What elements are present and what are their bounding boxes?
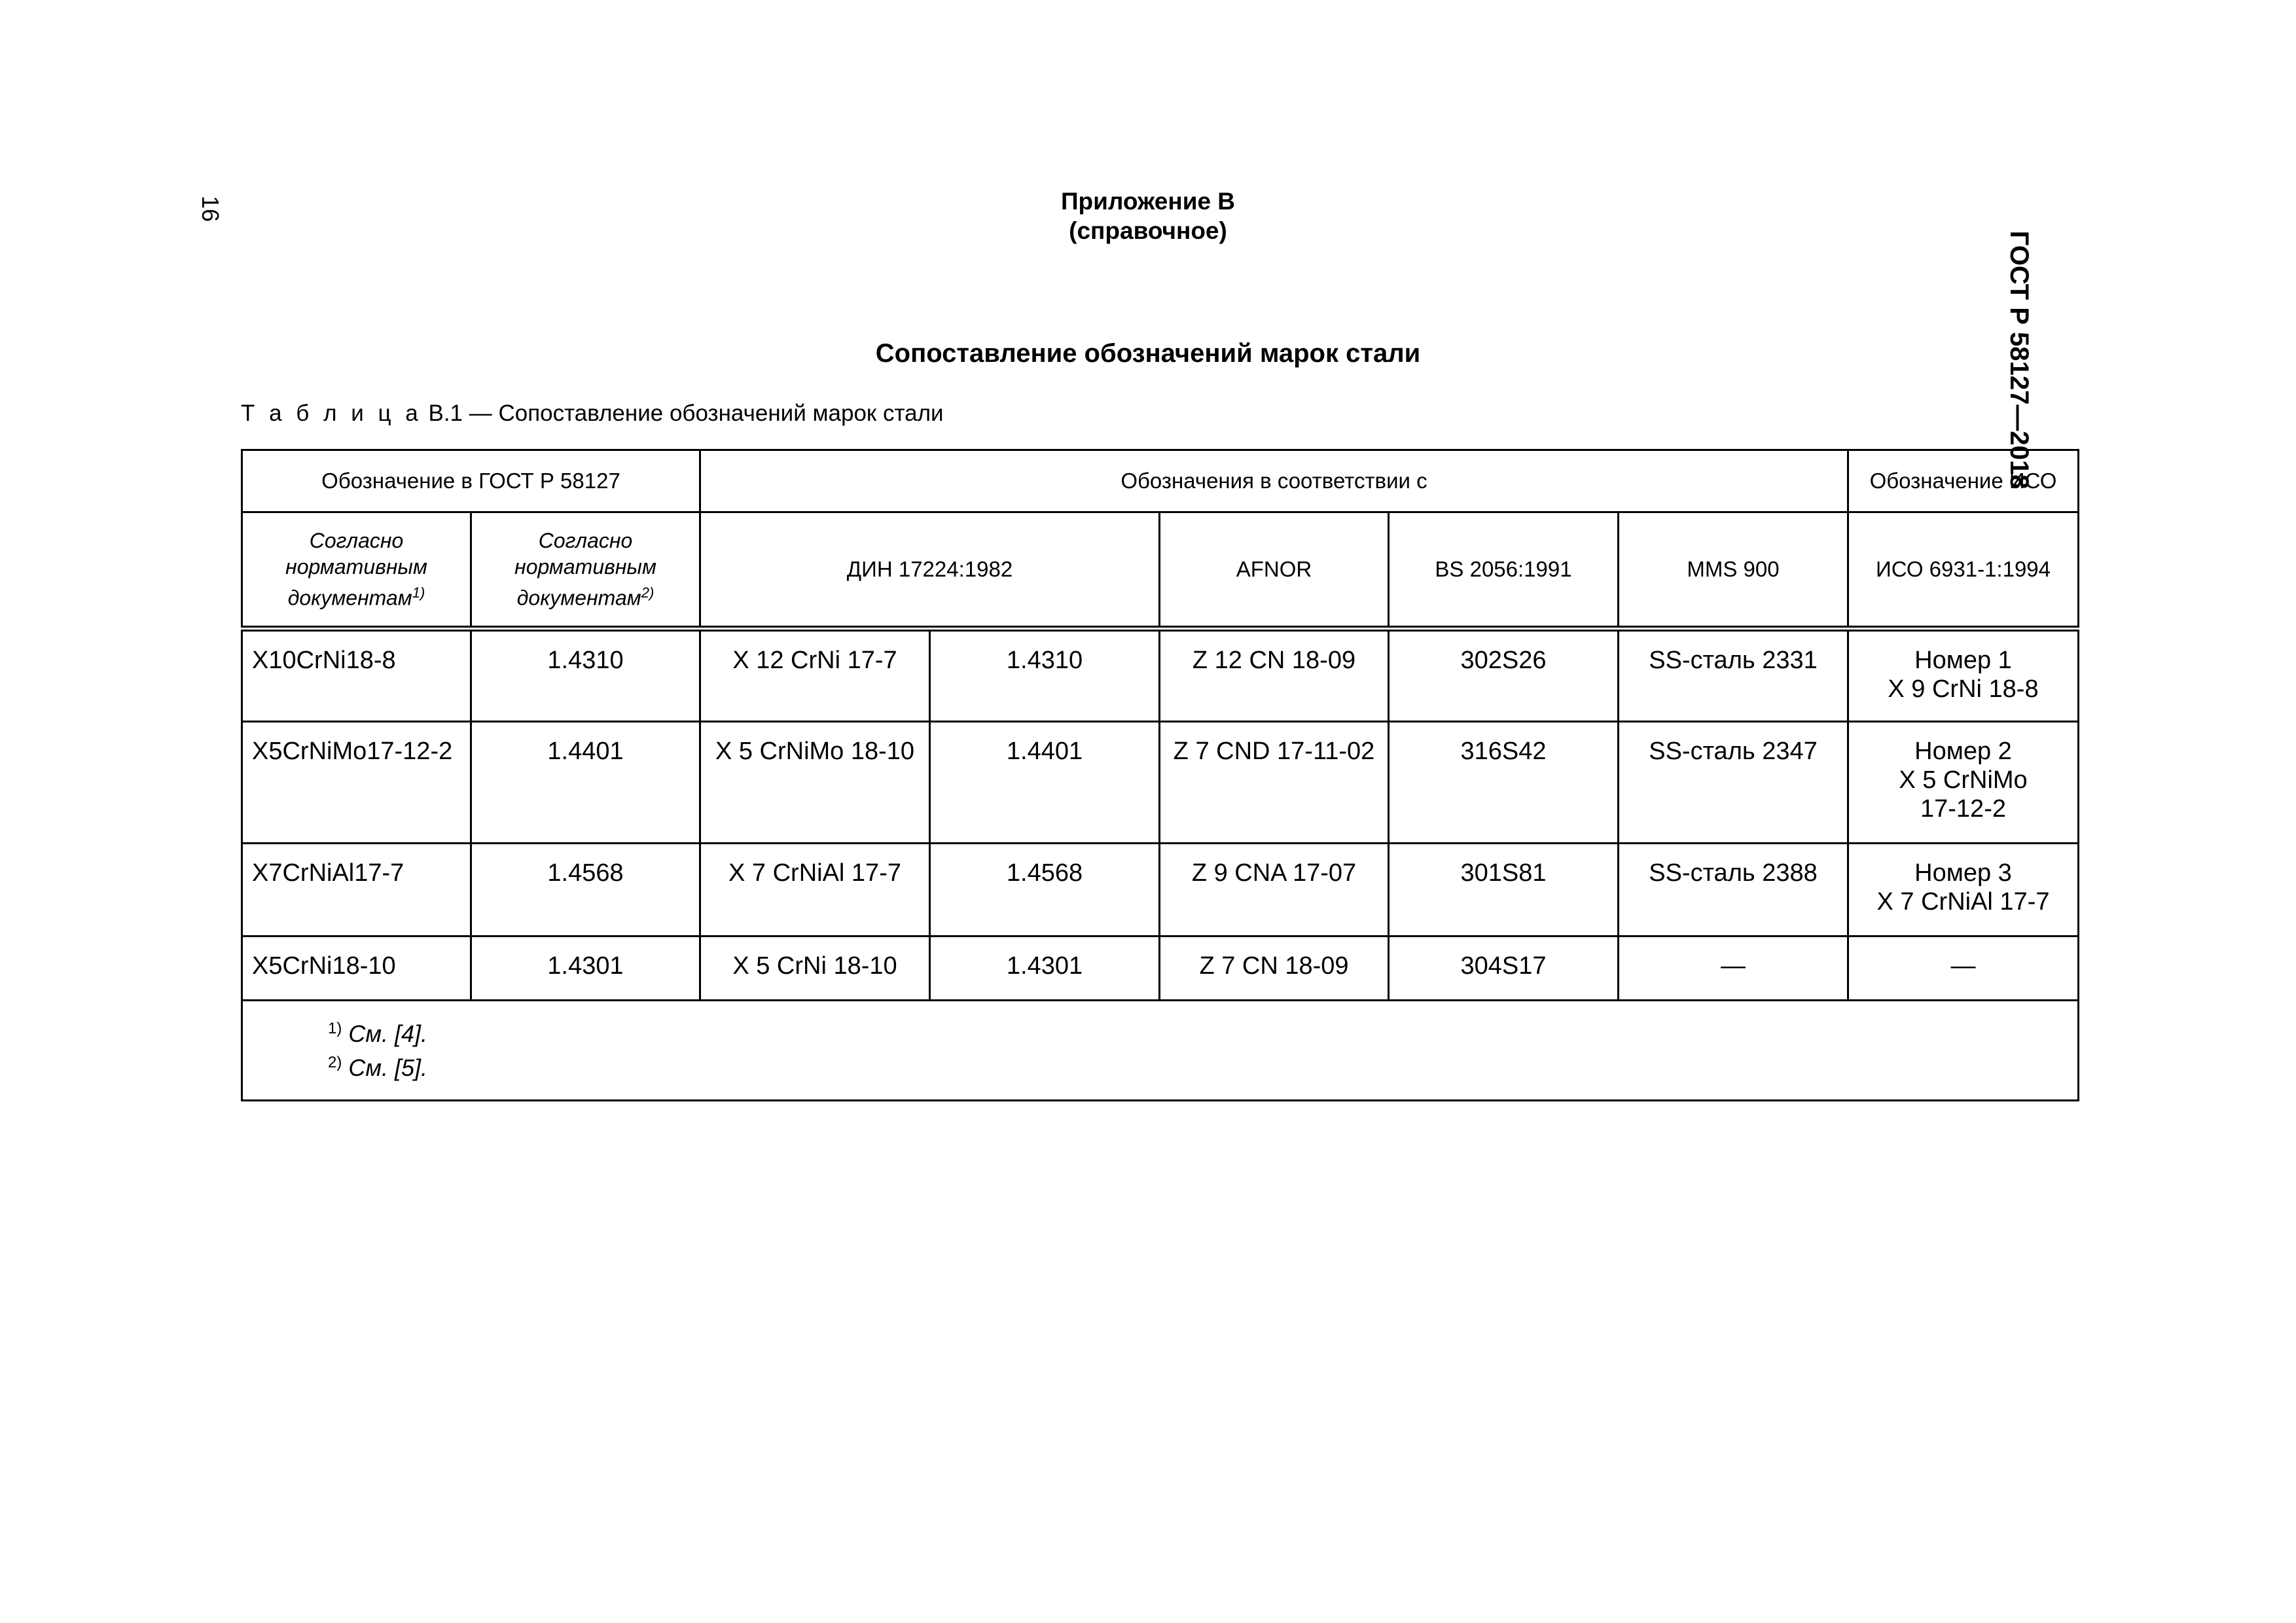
footnotes-cell (242, 1001, 2079, 1101)
footnote-ref-1: 1) (412, 584, 425, 601)
cell-iso-line: Номер 1 (1914, 647, 2012, 674)
cell-iso-line: X 7 CrNiAl 17-7 (1876, 888, 2050, 916)
table-row (242, 844, 2079, 936)
cell-din-grade: X 5 CrNiMo 18-10 (700, 722, 930, 844)
table-caption-label: Т а б л и ц а (241, 401, 422, 426)
cell-afnor: Z 7 CND 17-11-02 (1160, 722, 1389, 844)
cell-bs: 301S81 (1389, 844, 1619, 936)
cell-mms: SS-сталь 2388 (1619, 844, 1848, 936)
header-gost: Обозначение в ГОСТ Р 58127 (242, 450, 700, 512)
cell-iso-line: Номер 2 (1914, 738, 2012, 765)
appendix-subtitle: (справочное) (1069, 217, 1227, 244)
header-afnor: AFNOR (1160, 512, 1389, 629)
header-normdoc-2 (471, 512, 700, 629)
header-iso-standard: ИСО 6931-1:1994 (1848, 512, 2079, 629)
cell-mms: — (1619, 936, 1848, 1001)
cell-mms: SS-сталь 2347 (1619, 722, 1848, 844)
table-caption-text: В.1 — Сопоставление обозначений марок стали (428, 401, 944, 426)
cell-iso (1848, 936, 2079, 1001)
cell-din-number: 1.4301 (930, 936, 1160, 1001)
cell-afnor: Z 12 CN 18-09 (1160, 629, 1389, 722)
footnote-text: См. [5]. (342, 1054, 428, 1081)
table-caption (241, 397, 944, 430)
header-mms: MMS 900 (1619, 512, 1848, 629)
cell-bs: 316S42 (1389, 722, 1619, 844)
cell-gost-grade: X7CrNiAl17-7 (242, 844, 471, 936)
header-normdoc-1-line: Согласно (309, 529, 404, 553)
cell-gost-grade: X5CrNi18-10 (242, 936, 471, 1001)
appendix-title: Приложение В (1060, 188, 1236, 215)
header-iso-designation: Обозначение ИСО (1848, 450, 2079, 512)
cell-din-grade: X 7 CrNiAl 17-7 (700, 844, 930, 936)
header-normdoc-2-line (481, 580, 690, 611)
table-header-row-1 (242, 450, 2079, 512)
cell-iso-line: Номер 3 (1914, 859, 2012, 887)
cell-bs: 304S17 (1389, 936, 1619, 1001)
footnote (328, 1048, 2068, 1082)
footnote-mark: 1) (328, 1020, 342, 1037)
header-compliance: Обозначения в соответствии с (700, 450, 1848, 512)
header-normdoc-2-line: нормативным (514, 555, 656, 579)
cell-gost-number: 1.4301 (471, 936, 700, 1001)
cell-gost-number: 1.4568 (471, 844, 700, 936)
header-normdoc-1-word: документам (287, 586, 412, 610)
cell-iso-line: X 5 CrNiMo (1899, 766, 2028, 794)
footnote-text: См. [4]. (342, 1020, 428, 1047)
cell-gost-grade: X5CrNiMo17-12-2 (242, 722, 471, 844)
table-row (242, 629, 2079, 722)
cell-din-number: 1.4310 (930, 629, 1160, 722)
cell-gost-grade: X10CrNi18-8 (242, 629, 471, 722)
header-normdoc-2-word: документам (516, 586, 641, 610)
cell-din-grade: X 5 CrNi 18-10 (700, 936, 930, 1001)
header-normdoc-1-line (252, 580, 461, 611)
header-bs: BS 2056:1991 (1389, 512, 1619, 629)
table-header-row-2 (242, 512, 2079, 629)
cell-iso-line: — (1950, 952, 1976, 980)
cell-afnor: Z 9 CNA 17-07 (1160, 844, 1389, 936)
cell-din-number: 1.4401 (930, 722, 1160, 844)
table-footnotes (242, 1001, 2079, 1101)
cell-iso-line: 17-12-2 (1920, 795, 2006, 823)
footnote (328, 1014, 2068, 1048)
footnote-ref-2: 2) (641, 584, 655, 601)
table-row (242, 936, 2079, 1001)
table-row (242, 722, 2079, 844)
cell-iso (1848, 629, 2079, 722)
cell-gost-number: 1.4310 (471, 629, 700, 722)
cell-din-grade: X 12 CrNi 17-7 (700, 629, 930, 722)
header-normdoc-2-line: Согласно (538, 529, 633, 553)
header-normdoc-1 (242, 512, 471, 629)
cell-mms: SS-сталь 2331 (1619, 629, 1848, 722)
steel-grades-table (241, 449, 2079, 1101)
cell-iso (1848, 844, 2079, 936)
cell-iso-line: X 9 CrNi 18-8 (1888, 675, 2039, 703)
standard-code: ГОСТ Р 58127—2018 (2005, 230, 2034, 490)
cell-iso (1848, 722, 2079, 844)
header-normdoc-1-line: нормативным (285, 555, 427, 579)
cell-bs: 302S26 (1389, 629, 1619, 722)
cell-afnor: Z 7 CN 18-09 (1160, 936, 1389, 1001)
header-din: ДИН 17224:1982 (700, 512, 1160, 629)
main-title: Сопоставление обозначений марок стали (875, 339, 1421, 368)
footnote-mark: 2) (328, 1054, 342, 1071)
page-number: 16 (197, 195, 224, 223)
cell-gost-number: 1.4401 (471, 722, 700, 844)
appendix-heading (821, 187, 1475, 245)
cell-din-number: 1.4568 (930, 844, 1160, 936)
